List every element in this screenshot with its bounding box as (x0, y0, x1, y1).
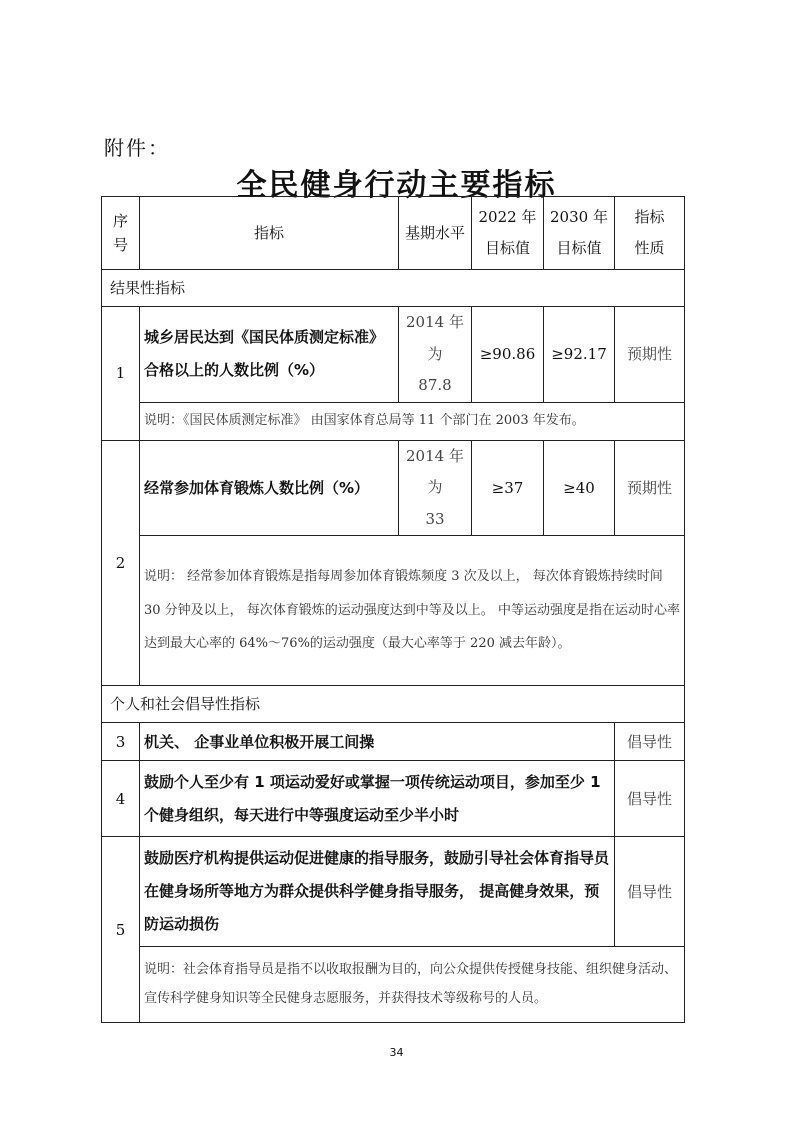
table-note-row (102, 947, 685, 1023)
section-row-outcome (102, 270, 685, 307)
attachment-label: 附件： (104, 136, 170, 160)
table-row (102, 307, 685, 403)
row-indicator: 经常参加体育锻炼人数比例（%） (140, 440, 399, 536)
row-note: 说明：《国民体质测定标准》 由国家体育总局等 11 个部门在 2003 年发布。 (140, 402, 685, 440)
page-title: 全民健身行动主要指标 (236, 168, 557, 203)
row-number: 4 (102, 761, 140, 837)
row-indicator: 鼓励个人至少有 1 项运动爱好或掌握一项传统运动项目，参加至少 1 个健身组织，每天进行中等强度运动至少半小时 (140, 761, 615, 837)
table-note-row (102, 536, 685, 686)
page-number: 34 (389, 1046, 404, 1059)
indicator-table (101, 196, 685, 1023)
section-title-advocacy: 个人和社会倡导性指标 (102, 686, 685, 723)
row-indicator: 鼓励医疗机构提供运动促进健康的指导服务，鼓励引导社会体育指导员在健身场所等地方为群众提供科学健身指导服务， 提高健身效果，预防运动损伤 (140, 837, 615, 947)
row-number: 5 (102, 837, 140, 1023)
row-target-2030: ≥40 (544, 440, 615, 536)
col-header-no: 序号 (102, 197, 140, 270)
row-nature: 预期性 (615, 307, 685, 403)
row-target-2022: ≥37 (472, 440, 544, 536)
table-row (102, 761, 685, 837)
row-note: 说明： 经常参加体育锻炼是指每周参加体育锻炼频度 3 次及以上， 每次体育锻炼持续时间 30 分钟及以上， 每次体育锻炼的运动强度达到中等及以上。 中等运动强度是指在运动时心率达到最大心率的 64%～76%的运动强度（最大心率等于 220 减去年龄）。 (140, 536, 685, 686)
col-header-nature: 指标 性质 (615, 197, 685, 270)
row-target-2030: ≥92.17 (544, 307, 615, 403)
table-note-row (102, 402, 685, 440)
section-title-outcome: 结果性指标 (102, 270, 685, 307)
col-header-baseline: 基期水平 (399, 197, 472, 270)
section-row-advocacy (102, 686, 685, 723)
row-indicator: 机关、 企事业单位积极开展工间操 (140, 723, 615, 761)
table-row (102, 837, 685, 947)
row-note: 说明：社会体育指导员是指不以收取报酬为目的，向公众提供传授健身技能、组织健身活动、宣传科学健身知识等全民健身志愿服务，并获得技术等级称号的人员。 (140, 947, 685, 1023)
row-nature: 倡导性 (615, 837, 685, 947)
row-number: 2 (102, 440, 140, 686)
row-indicator: 城乡居民达到《国民体质测定标准》合格以上的人数比例（%） (140, 307, 399, 403)
table-row (102, 723, 685, 761)
row-baseline: 2014 年为 33 (399, 440, 472, 536)
col-header-2022: 2022 年 目标值 (472, 197, 544, 270)
row-nature: 预期性 (615, 440, 685, 536)
table-header-row (102, 197, 685, 270)
row-number: 1 (102, 307, 140, 441)
row-nature: 倡导性 (615, 723, 685, 761)
col-header-2030: 2030 年 目标值 (544, 197, 615, 270)
row-nature: 倡导性 (615, 761, 685, 837)
row-number: 3 (102, 723, 140, 761)
row-baseline: 2014 年为 87.8 (399, 307, 472, 403)
row-target-2022: ≥90.86 (472, 307, 544, 403)
table-row (102, 440, 685, 536)
col-header-indicator: 指标 (140, 197, 399, 270)
